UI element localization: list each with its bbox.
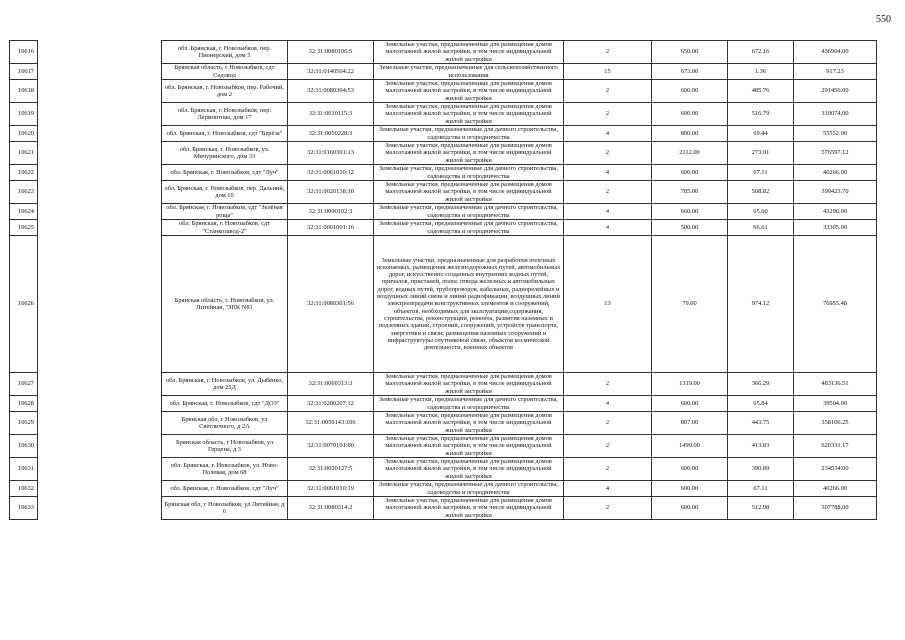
area-cell: 366.29 bbox=[728, 373, 794, 396]
land-use-cell: Земельные участки, предназначенные для дачного строительства, садоводства и огородничества bbox=[374, 220, 564, 236]
blank-cell bbox=[38, 458, 162, 481]
group-cell: 4 bbox=[564, 396, 652, 412]
rate-cell: 600.00 bbox=[652, 481, 728, 497]
cadastral-number-cell: 32:31:0080314:2 bbox=[288, 497, 374, 520]
group-cell: 4 bbox=[564, 481, 652, 497]
rate-cell: 785.00 bbox=[652, 181, 728, 204]
cadastral-number-cell: 32:31:0050228:3 bbox=[288, 126, 374, 142]
row-number: 10616 bbox=[10, 41, 38, 64]
area-cell: 516.79 bbox=[728, 103, 794, 126]
row-number: 10628 bbox=[10, 396, 38, 412]
address-cell: обл. Брянская, г. Новозыбков, пер. Лермонтова, дом 17 bbox=[162, 103, 288, 126]
cadastral-number-cell: 32:31:0200207:12 bbox=[288, 396, 374, 412]
value-cell: 576597.12 bbox=[794, 142, 877, 165]
address-cell: обл. Брянская, г. Новозыбков, сдт "Луч" bbox=[162, 165, 288, 181]
row-number: 10621 bbox=[10, 142, 38, 165]
area-cell: 974.12 bbox=[728, 236, 794, 373]
land-use-cell: Земельные участки, предназначенные для разработки полезных ископаемых, размещения железнодорожных путей, автомобильных дорог, искусственно созданных внутренних водных путей, причалов, пристаней, полос отвода железных и автомобильных дорог, водных путей, трубопроводов, кабельных, радиорелейных и воздушных линий связи и линий радиофикации, воздушных линий электропередачи конструктивных элементов и сооружений, объектов, необходимых для эксплуатации,содержания, строительства, реконструкции, ремонта, развития наземных и подземных зданий, строений, сооружений, устройств транспорта, энергетики и связи; размещения наземных сооружений и инфраструктуры спутниковой связи, объектов космической деятельности, военных объектов bbox=[374, 236, 564, 373]
row-number: 10622 bbox=[10, 165, 38, 181]
row-number: 10625 bbox=[10, 220, 38, 236]
area-cell: 672.16 bbox=[728, 41, 794, 64]
area-cell: 65.84 bbox=[728, 396, 794, 412]
row-number: 10617 bbox=[10, 64, 38, 80]
land-use-cell: Земельные участки, предназначенные для дачного строительства, садоводства и огородничества bbox=[374, 165, 564, 181]
value-cell: 358106.25 bbox=[794, 412, 877, 435]
address-cell: обл. Брянская, г. Новозыбков, сдт "Берёза" bbox=[162, 126, 288, 142]
cadastral-number-cell: 32:31:0160301:13 bbox=[288, 142, 374, 165]
value-cell: 399423.70 bbox=[794, 181, 877, 204]
value-cell: 40266.00 bbox=[794, 481, 877, 497]
rate-cell: 600.00 bbox=[652, 165, 728, 181]
cadastral-number-cell: 32:31:0050143:106 bbox=[288, 412, 374, 435]
land-use-cell: Земельные участки, предназначенные для дачного строительства, садоводства и огородничества bbox=[374, 481, 564, 497]
value-cell: 291456.00 bbox=[794, 80, 877, 103]
cadastral-number-cell: 32:31:0080106:5 bbox=[288, 41, 374, 64]
value-cell: 483136.51 bbox=[794, 373, 877, 396]
value-cell: 40266.00 bbox=[794, 165, 877, 181]
land-use-cell: Земельные участки, предназначенные для размещения домов малоэтажной жилой застройки, в том числе индивидуальной жилой застройки bbox=[374, 458, 564, 481]
table-row bbox=[10, 126, 877, 142]
row-number: 10624 bbox=[10, 204, 38, 220]
table-row bbox=[10, 64, 877, 80]
blank-cell bbox=[38, 103, 162, 126]
land-use-cell: Земельные участки, предназначенные для размещения домов малоэтажной жилой застройки, в том числе индивидуальной жилой застройки bbox=[374, 80, 564, 103]
rate-cell: 673.00 bbox=[652, 64, 728, 80]
table-row bbox=[10, 165, 877, 181]
area-cell: 1.36 bbox=[728, 64, 794, 80]
address-cell: обл. Брянская, г. Новозыбков, пер. Дальний, дом 10 bbox=[162, 181, 288, 204]
table-row bbox=[10, 373, 877, 396]
rate-cell: 600.00 bbox=[652, 396, 728, 412]
blank-cell bbox=[38, 181, 162, 204]
area-cell: 65.60 bbox=[728, 204, 794, 220]
value-cell: 39504.00 bbox=[794, 396, 877, 412]
value-cell: 436904.00 bbox=[794, 41, 877, 64]
blank-cell bbox=[38, 236, 162, 373]
group-cell: 15 bbox=[564, 64, 652, 80]
land-use-cell: Земельные участки, предназначенные для размещения домов малоэтажной жилой застройки, в том числе индивидуальной жилой застройки bbox=[374, 142, 564, 165]
value-cell: 620331.17 bbox=[794, 435, 877, 458]
address-cell: обл. Брянская, г. Новозыбков, сдт "Станкозавод-2" bbox=[162, 220, 288, 236]
rate-cell: 800.00 bbox=[652, 126, 728, 142]
address-cell: Брянская область, г. Новозыбков, ул. Литейная, "ЗПК N81 bbox=[162, 236, 288, 373]
area-cell: 485.76 bbox=[728, 80, 794, 103]
row-number: 10626 bbox=[10, 236, 38, 373]
row-number: 10629 bbox=[10, 412, 38, 435]
rate-cell: 600.00 bbox=[652, 103, 728, 126]
address-cell: обл. Брянская, г. Новозыбков, ул. Мичуринского, дом 33 bbox=[162, 142, 288, 165]
blank-cell bbox=[38, 126, 162, 142]
cadastral-number-cell: 32:31:0061010:12 bbox=[288, 165, 374, 181]
group-cell: 2 bbox=[564, 41, 652, 64]
rate-cell: 1499.00 bbox=[652, 435, 728, 458]
table-row bbox=[10, 458, 877, 481]
table-row bbox=[10, 204, 877, 220]
group-cell: 2 bbox=[564, 80, 652, 103]
rate-cell: 1319.00 bbox=[652, 373, 728, 396]
cadastral-number-cell: 32:31:0061001:16 bbox=[288, 220, 374, 236]
table-row bbox=[10, 41, 877, 64]
table-row bbox=[10, 435, 877, 458]
cadastral-number-cell: 32:31:0020127:5 bbox=[288, 458, 374, 481]
land-use-cell: Земельные участки, предназначенные для размещения домов малоэтажной жилой застройки, в том числе индивидуальной жилой застройки bbox=[374, 497, 564, 520]
table-row bbox=[10, 103, 877, 126]
land-use-cell: Земельные участки, предназначенные для размещения домов малоэтажной жилой застройки, в том числе индивидуальной жилой застройки bbox=[374, 373, 564, 396]
land-use-cell: Земельные участки, предназначенные для сельскохозяйственного использования bbox=[374, 64, 564, 80]
value-cell: 310074.00 bbox=[794, 103, 877, 126]
row-number: 10620 bbox=[10, 126, 38, 142]
table-row bbox=[10, 412, 877, 435]
address-cell: обл. Брянская, г. Новозыбков, сдт "ДОЗ" bbox=[162, 396, 288, 412]
address-cell: обл. Брянская, г. Новозыбков, пер. Пионерский, дом 5 bbox=[162, 41, 288, 64]
area-cell: 273.01 bbox=[728, 142, 794, 165]
land-use-cell: Земельные участки, предназначенные для размещения домов малоэтажной жилой застройки, в том числе индивидуальной жилой застройки bbox=[374, 435, 564, 458]
area-cell: 443.75 bbox=[728, 412, 794, 435]
group-cell: 4 bbox=[564, 220, 652, 236]
value-cell: 917.23 bbox=[794, 64, 877, 80]
land-registry-table bbox=[9, 40, 877, 520]
rate-cell: 650.00 bbox=[652, 41, 728, 64]
table-row bbox=[10, 481, 877, 497]
area-cell: 508.82 bbox=[728, 181, 794, 204]
cadastral-number-cell: 32:31:0140504:22 bbox=[288, 64, 374, 80]
value-cell: 33305.00 bbox=[794, 220, 877, 236]
land-use-cell: Земельные участки, предназначенные для размещения домов малоэтажной жилой застройки, в том числе индивидуальной жилой застройки bbox=[374, 181, 564, 204]
blank-cell bbox=[38, 412, 162, 435]
land-use-cell: Земельные участки, предназначенные для размещения домов малоэтажной жилой застройки, в том числе индивидуальной жилой застройки bbox=[374, 412, 564, 435]
rate-cell: 79.00 bbox=[652, 236, 728, 373]
land-use-cell: Земельные участки, предназначенные для размещения домов малоэтажной жилой застройки, в том числе индивидуальной жилой застройки bbox=[374, 103, 564, 126]
table-row bbox=[10, 396, 877, 412]
blank-cell bbox=[38, 396, 162, 412]
rate-cell: 600.00 bbox=[652, 497, 728, 520]
address-cell: обл. Брянская, г. Новозыбков, ул. Дыбенко, дом 25Д bbox=[162, 373, 288, 396]
table-row bbox=[10, 220, 877, 236]
group-cell: 2 bbox=[564, 458, 652, 481]
cadastral-number-cell: 32:31:0070101:80 bbox=[288, 435, 374, 458]
area-cell: 67.11 bbox=[728, 481, 794, 497]
row-number: 10619 bbox=[10, 103, 38, 126]
group-cell: 4 bbox=[564, 126, 652, 142]
cadastral-number-cell: 32:31:0090102:3 bbox=[288, 204, 374, 220]
group-cell: 2 bbox=[564, 435, 652, 458]
blank-cell bbox=[38, 80, 162, 103]
rate-cell: 2112.00 bbox=[652, 142, 728, 165]
rate-cell: 600.00 bbox=[652, 80, 728, 103]
area-cell: 413.83 bbox=[728, 435, 794, 458]
address-cell: Брянская область, г Новозыбков, ул Герцена, д 3 bbox=[162, 435, 288, 458]
area-cell: 390.89 bbox=[728, 458, 794, 481]
address-cell: обл. Брянская, г. Новозыбков, пер. Рабочий, дом 2 bbox=[162, 80, 288, 103]
address-cell: обл. Брянская, г. Новозыбков, сдт "Зелёная роща" bbox=[162, 204, 288, 220]
land-use-cell: Земельные участки, предназначенные для дачного строительства, садоводства и огородничества bbox=[374, 396, 564, 412]
blank-cell bbox=[38, 497, 162, 520]
area-cell: 512.98 bbox=[728, 497, 794, 520]
area-cell: 69.44 bbox=[728, 126, 794, 142]
land-use-cell: Земельные участки, предназначенные для размещения домов малоэтажной жилой застройки, в том числе индивидуальной жилой застройки bbox=[374, 41, 564, 64]
area-cell: 67.11 bbox=[728, 165, 794, 181]
rate-cell: 600.00 bbox=[652, 458, 728, 481]
address-cell: обл. Брянская, г. Новозыбков, ул. Ново-Полевая, дом 68 bbox=[162, 458, 288, 481]
value-cell: 76955.48 bbox=[794, 236, 877, 373]
row-number: 10627 bbox=[10, 373, 38, 396]
address-cell: Брянская область, г Новозыбков, сдт Садовод bbox=[162, 64, 288, 80]
row-number: 10633 bbox=[10, 497, 38, 520]
value-cell: 307788.00 bbox=[794, 497, 877, 520]
table-row bbox=[10, 236, 877, 373]
table-row bbox=[10, 181, 877, 204]
blank-cell bbox=[38, 373, 162, 396]
cadastral-number-cell: 32:31:0010115:3 bbox=[288, 103, 374, 126]
blank-cell bbox=[38, 165, 162, 181]
row-number: 10630 bbox=[10, 435, 38, 458]
value-cell: 43296.00 bbox=[794, 204, 877, 220]
rate-cell: 500.00 bbox=[652, 220, 728, 236]
group-cell: 13 bbox=[564, 236, 652, 373]
row-number: 10632 bbox=[10, 481, 38, 497]
address-cell: обл. Брянская, г. Новозыбков, сдт "Луч" bbox=[162, 481, 288, 497]
group-cell: 2 bbox=[564, 373, 652, 396]
blank-cell bbox=[38, 481, 162, 497]
land-use-cell: Земельные участки, предназначенные для дачного строительства, садоводства и огородничества bbox=[374, 126, 564, 142]
group-cell: 2 bbox=[564, 181, 652, 204]
value-cell: 55552.00 bbox=[794, 126, 877, 142]
value-cell: 234534.00 bbox=[794, 458, 877, 481]
page-number: 550 bbox=[876, 14, 891, 25]
row-number: 10631 bbox=[10, 458, 38, 481]
address-cell: Брянская обл, г Новозыбков, ул Светличного, д 2А bbox=[162, 412, 288, 435]
group-cell: 2 bbox=[564, 497, 652, 520]
group-cell: 2 bbox=[564, 412, 652, 435]
cadastral-number-cell: 32:31:0020138:10 bbox=[288, 181, 374, 204]
row-number: 10623 bbox=[10, 181, 38, 204]
cadastral-number-cell: 32:31:0080304:53 bbox=[288, 80, 374, 103]
land-use-cell: Земельные участки, предназначенные для дачного строительства, садоводства и огородничества bbox=[374, 204, 564, 220]
blank-cell bbox=[38, 220, 162, 236]
group-cell: 2 bbox=[564, 103, 652, 126]
address-cell: Брянская обл, г Новозыбков, ул Литейная, д 6 bbox=[162, 497, 288, 520]
blank-cell bbox=[38, 41, 162, 64]
cadastral-number-cell: 32:31:0061010:19 bbox=[288, 481, 374, 497]
blank-cell bbox=[38, 204, 162, 220]
blank-cell bbox=[38, 435, 162, 458]
rate-cell: 807.00 bbox=[652, 412, 728, 435]
row-number: 10618 bbox=[10, 80, 38, 103]
group-cell: 2 bbox=[564, 142, 652, 165]
blank-cell bbox=[38, 142, 162, 165]
table-row bbox=[10, 80, 877, 103]
rate-cell: 660.00 bbox=[652, 204, 728, 220]
group-cell: 4 bbox=[564, 165, 652, 181]
cadastral-number-cell: 32:31:0060313:3 bbox=[288, 373, 374, 396]
table-row bbox=[10, 497, 877, 520]
cadastral-number-cell: 32:31:0080301:56 bbox=[288, 236, 374, 373]
group-cell: 4 bbox=[564, 204, 652, 220]
blank-cell bbox=[38, 64, 162, 80]
area-cell: 66.61 bbox=[728, 220, 794, 236]
table-row bbox=[10, 142, 877, 165]
